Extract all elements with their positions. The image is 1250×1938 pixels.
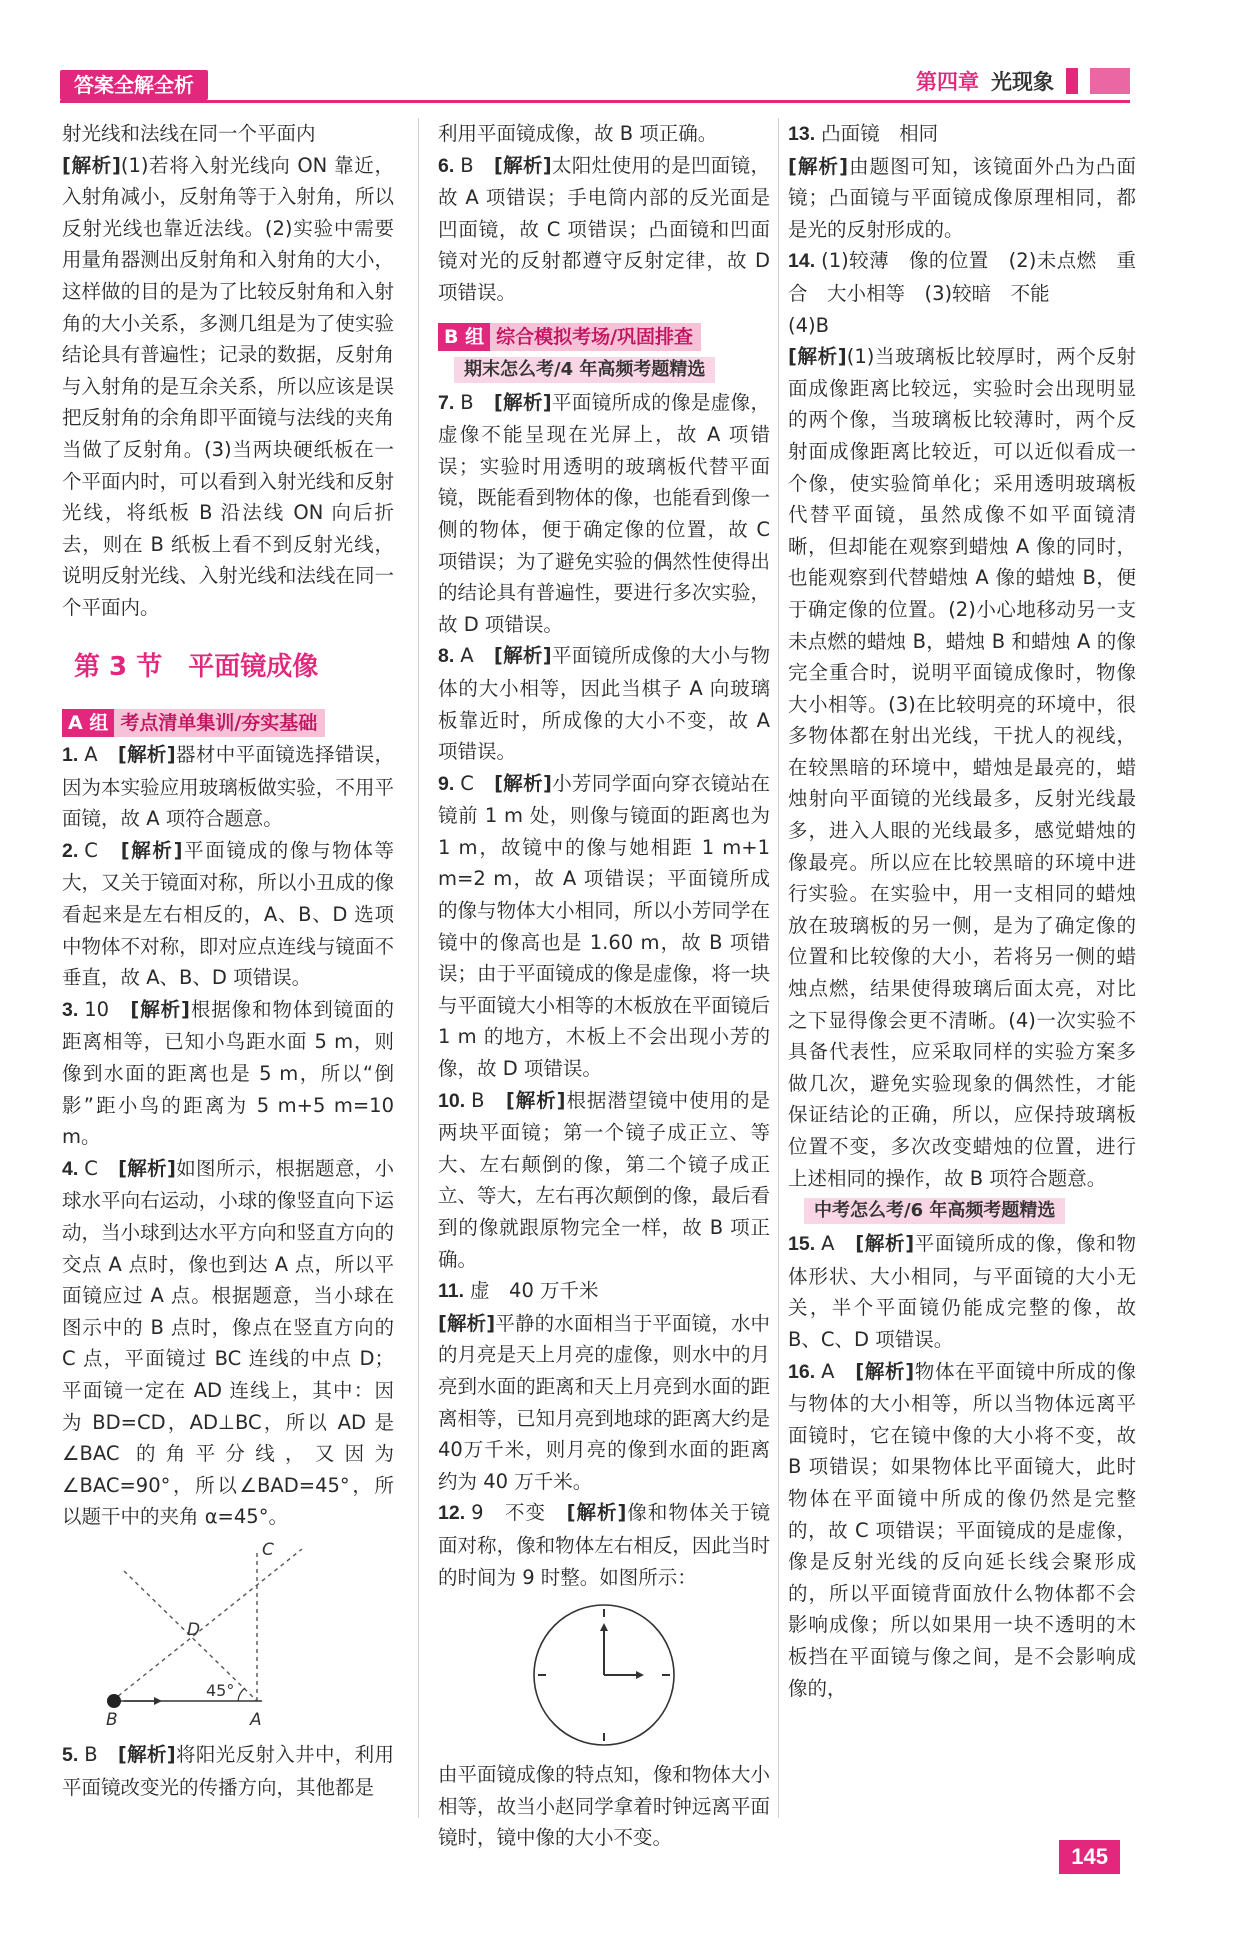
answer-item: [438, 1497, 770, 1593]
explanation-tag: [解析]: [494, 771, 552, 795]
arrow-head-icon: [154, 1697, 162, 1705]
explanation-tag: [解析]: [117, 1742, 176, 1766]
explanation-tag: [解析]: [493, 153, 552, 177]
answer-item: [438, 150, 770, 309]
question-number: 6.: [438, 154, 455, 177]
sub-band: 中考怎么考/6 年高频考题精选: [804, 1198, 1065, 1224]
answer-item: [438, 1085, 770, 1276]
explanation-text: 根据像和物体到镜面的距离相等，已知小鸟距水面 5 m，则像到水面的距离也是 5 m，所以“倒影”距小鸟的距离为 5 m+5 m=10 m。: [62, 997, 394, 1149]
answer: (1)较薄 像的位置 (2)未点燃 重合 大小相等 (3)较暗 不能: [788, 249, 1136, 305]
answer: 虚 40 万千米: [470, 1279, 599, 1303]
answer: C: [84, 838, 98, 862]
answer: A: [84, 743, 98, 767]
group-label: B 组: [438, 323, 490, 351]
answer: B: [460, 153, 474, 177]
section-title: 第 3 节 平面镜成像: [74, 651, 319, 682]
header-rule: [60, 100, 1130, 103]
answer-item: [788, 245, 1136, 309]
explanation-tag: [解析]: [438, 1311, 496, 1335]
explanation-tag: [解析]: [493, 644, 552, 668]
column-3: [788, 118, 1136, 1704]
answer-item: [438, 768, 770, 1085]
header-tab-decor-2: [1090, 68, 1130, 94]
answer: B: [84, 1742, 98, 1766]
minute-hand-tip-icon: [600, 1623, 608, 1631]
question-number: 12.: [438, 1502, 466, 1525]
explanation-text: 器材中平面镜选择错误，因为本实验应用玻璃板做实验，不用平面镜，故 A 项符合题意。: [62, 743, 394, 831]
answer: B: [471, 1088, 485, 1112]
column-divider: [418, 118, 419, 1818]
question-number: 10.: [438, 1089, 466, 1112]
answer-item: [788, 1228, 1136, 1355]
explanation-tag: [解析]: [855, 1359, 915, 1383]
explanation-text: 平面镜成的像与物体等大，又关于镜面对称，所以小丑成的像看起来是左右相反的，A、B、D 选项中物体不对称，即对应点连线与镜面不垂直，故 A、B、D 项错误。: [62, 838, 394, 990]
column-1: [62, 118, 394, 1803]
answer: A: [460, 644, 474, 668]
group-title: 考点清单集训/夯实基础: [120, 712, 318, 735]
explanation-text: 将阳光反射入井中，利用平面镜改变光的传播方向，其他都是: [62, 1742, 394, 1799]
answer-item: [788, 1356, 1136, 1705]
explanation-tag: [解析]: [505, 1088, 566, 1112]
hour-hand-tip-icon: [636, 1671, 644, 1679]
question-number: 3.: [62, 998, 79, 1021]
answer-item: [438, 387, 770, 641]
explanation-tag: [解析]: [788, 154, 849, 178]
explanation-text: 由题图可知，该镜面外凸为凸面镜；凸面镜与平面镜成像原理相同，都是光的反射形成的。: [788, 154, 1136, 241]
answer-item: [62, 994, 394, 1153]
answer-item: [438, 1275, 770, 1308]
explanation: [788, 341, 1136, 1194]
clock-figure: [438, 1601, 770, 1751]
answer: A: [821, 1359, 835, 1383]
question-number: 15.: [788, 1233, 816, 1256]
explanation: [438, 1308, 770, 1498]
question-number: 1.: [62, 744, 79, 767]
answer: A: [821, 1232, 835, 1256]
question-number: 14.: [788, 250, 816, 273]
question-number: 7.: [438, 391, 455, 414]
answer: 9 不变: [471, 1501, 547, 1525]
question-number: 13.: [788, 123, 816, 145]
answer: B: [460, 390, 474, 414]
header-tab-decor: [1066, 68, 1078, 94]
question-number: 2.: [62, 839, 79, 862]
question-number: 11.: [438, 1280, 465, 1303]
explanation-text: (1)当玻璃板比较厚时，两个反射面成像距离比较远，实验时会出现明显的两个像，当玻璃板比较薄时，两个反射面成像距离比较近，可以近似看成一个像，使实验简单化；采用透明玻璃板代替平面镜，虽然成像不如平面镜清晰，但却能在观察到蜡烛 A 像的同时，也能观察到代替蜡烛 A 像的蜡烛 B，便于确定像的位置。(2)小心地移动另一支未点燃的蜡烛 B，蜡烛 B 和蜡烛 A 的像完全重合时，说明平面镜成像时，物像大小相等。(3)在比较明亮的环境中，很多物体都在射出光线，干扰人的视线，在较黑暗的环境中，蜡烛是最亮的，蜡烛射向平面镜的光线最多，反射光线最多，进入人眼的光线最多，感觉蜡烛的像最亮。所以应在比较黑暗的环境中进行实验。在实验中，用一支相同的蜡烛放在玻璃板的另一侧，是为了确定像的位置和比较像的大小，若将另一侧的蜡烛点燃，结果使得玻璃后面太亮，对比之下显得像会更不清晰。(4)一次实验不具备代表性，应采取同样的实验方案多做几次，避免实验现象的偶然性，才能保证结论的正确，所以，应保持玻璃板位置不变，多次改变蜡烛的位置，进行上述相同的操作，故 B 项符合题意。: [788, 345, 1137, 1190]
explanation-text: 如图所示，根据题意，小球水平向右运动，小球的像竖直向下运动，当小球到达水平方向和竖直方向的交点 A 点时，像也到达 A 点，所以平面镜应过 A 点。根据题意，当小球在图示中的 B 点时，像点在竖直方向的 C 点，平面镜过 BC 连线的中点 D；平面镜一定在 AD 连线上，其中：因为 BD=CD，AD⊥BC，所以 AD 是∠BAC 的角平分线，又因为∠BAC=90°，所以∠BAD=45°，所以题干中的夹角 α=45°。: [62, 1156, 394, 1529]
explanation-tag: [解析]: [493, 390, 552, 414]
explanation-tag: [解析]: [788, 345, 847, 369]
answer-item: [62, 835, 394, 994]
explanation-tag: [解析]: [855, 1232, 915, 1256]
explanation-text: 根据潜望镜中使用的是两块平面镜；第一个镜子成正立、等大、左右颠倒的像，第二个镜子成正立、等大，左右再次颠倒的像，最后看到的像就跟原物完全一样，故 B 项正确。: [438, 1088, 770, 1271]
explanation-text: 小芳同学面向穿衣镜站在镜前 1 m 处，则像与镜面的距离也为 1 m，故镜中的像与她相距 1 m+1 m=2 m，故 A 项错误；平面镜所成的像与物体大小相同，所以小芳同学在镜中的像高也是 1.60 m，故 B 项错误；由于平面镜成的像是虚像，将一块与平面镜大小相等的木板放在平面镜后 1 m 的地方，木板上不会出现小芳的像，故 D 项错误。: [438, 771, 770, 1081]
label-a: A: [250, 1709, 262, 1730]
column-2: [438, 118, 770, 1854]
sub-band: 期末怎么考/4 年高频考题精选: [454, 357, 715, 383]
explanation-text: 平面镜所成的像是虚像，虚像不能呈现在光屏上，故 A 项错误；实验时用透明的玻璃板代替平面镜，既能看到物体的像，也能看到像一侧的物体，便于确定像的位置，故 C 项错误；为了避免实验的偶然性使得出的结论具有普遍性，要进行多次实验，故 D 项错误。: [438, 390, 770, 636]
explanation: [788, 151, 1136, 246]
group-band-a: [62, 709, 325, 737]
explanation-text: 平面镜所成的像，像和物体形状、大小相同，与平面镜的大小无关，半个平面镜仍能成完整的像，故 B、C、D 项错误。: [788, 1232, 1136, 1351]
answer-item: [62, 1739, 394, 1803]
explanation-tag: [解析]: [117, 743, 176, 767]
page-number: 145: [1059, 1840, 1120, 1874]
explanation-text: 平面镜所成像的大小与物体的大小相等，因此当棋子 A 向玻璃板靠近时，所成像的大小不变，故 A 项错误。: [438, 644, 770, 764]
group-label: A 组: [62, 709, 114, 737]
answer: C: [84, 1156, 98, 1180]
answer-item: [788, 118, 1136, 151]
explanation-tag: [解析]: [118, 1156, 176, 1180]
explanation-tag: [解析]: [62, 153, 121, 177]
explanation-text: 像和物体关于镜面对称，像和物体左右相反，因此当时的时间为 9 时整。如图所示：: [438, 1501, 770, 1589]
explanation-text: (1)若将入射光线向 ON 靠近，入射角减小，反射角等于入射角，所以反射光线也靠近法线。(2)实验中需要用量角器测出反射角和入射角的大小，这样做的目的是为了比较反射角和入射角的大小关系，多测几组是为了使实验结论具有普遍性；记录的数据，反射角与入射角的是互余关系，所以应该是误把反射角的余角即平面镜与法线的夹角当做了反射角。(3)当两块硬纸板在一个平面内时，可以看到入射光线和反射光线，将纸板 B 沿法线 ON 向后折去，则在 B 纸板上看不到反射光线，说明反射光线、入射光线和法线在同一个平面内。: [62, 153, 394, 619]
question-number: 9.: [438, 772, 455, 795]
question-number: 5.: [62, 1743, 79, 1766]
header-label: 答案全解全析: [60, 70, 208, 100]
question-number: 4.: [62, 1157, 79, 1180]
chapter-number: 第四章: [916, 70, 979, 94]
question-number: 8.: [438, 645, 455, 668]
answer-item: [438, 640, 770, 767]
bc-line: [112, 1549, 302, 1701]
label-d: D: [187, 1619, 201, 1640]
answer-item: [62, 739, 394, 835]
answer-continued: (4)B: [788, 313, 829, 337]
explanation: [62, 150, 394, 624]
header-chapter: [916, 66, 1130, 96]
label-b: B: [106, 1709, 118, 1730]
text-line: 射光线和法线在同一个平面内: [62, 122, 316, 145]
mirror-geometry-figure: [62, 1541, 394, 1731]
text-line: 由平面镜成像的特点知，像和物体大小相等，故当小赵同学拿着时钟远离平面镜时，镜中像的大小不变。: [438, 1763, 770, 1850]
text-line: 利用平面镜成像，故 B 项正确。: [438, 122, 718, 145]
group-band-b: [438, 323, 701, 351]
answer: 凸面镜 相同: [821, 122, 939, 145]
question-number: 16.: [788, 1360, 816, 1383]
column-divider: [778, 118, 779, 1818]
angle-label: 45°: [206, 1680, 235, 1700]
chapter-title: 光现象: [991, 70, 1054, 94]
explanation-text: 物体在平面镜中所成的像与物体的大小相等，所以当物体远离平面镜时，它在镜中像的大小将不变，故 B 项错误；如果物体比平面镜大，此时物体在平面镜中所成的像仍然是完整的，故 C 项错误；平面镜成的是虚像，像是反射光线的反向延长线会聚形成的，所以平面镜背面放什么物体都不会影响成像；所以如果用一块不透明的木板挡在平面镜与像之间，是不会影响成像的，: [788, 1359, 1136, 1700]
answer: 10: [84, 997, 110, 1021]
answer: C: [460, 771, 474, 795]
explanation-tag: [解析]: [130, 997, 190, 1021]
explanation-tag: [解析]: [566, 1501, 627, 1525]
label-c: C: [262, 1540, 274, 1560]
ball: [107, 1694, 121, 1708]
group-title: 综合模拟考场/巩固排查: [496, 325, 694, 348]
answer-item: [62, 1153, 394, 1533]
explanation-tag: [解析]: [120, 838, 183, 862]
explanation-text: 平静的水面相当于平面镜，水中的月亮是天上月亮的虚像，则水中的月亮到水面的距离和天上月亮到水面的距离相等，已知月亮到地球的距离大约是 40万千米，则月亮的像到水面的距离约为 40 万千米。: [438, 1311, 770, 1493]
explanation-text: 太阳灶使用的是凹面镜，故 A 项错误；手电筒内部的反光面是凹面镜，故 C 项错误；凸面镜和凹面镜对光的反射都遵守反射定律，故 D 项错误。: [438, 153, 770, 304]
angle-arc: [238, 1688, 245, 1701]
